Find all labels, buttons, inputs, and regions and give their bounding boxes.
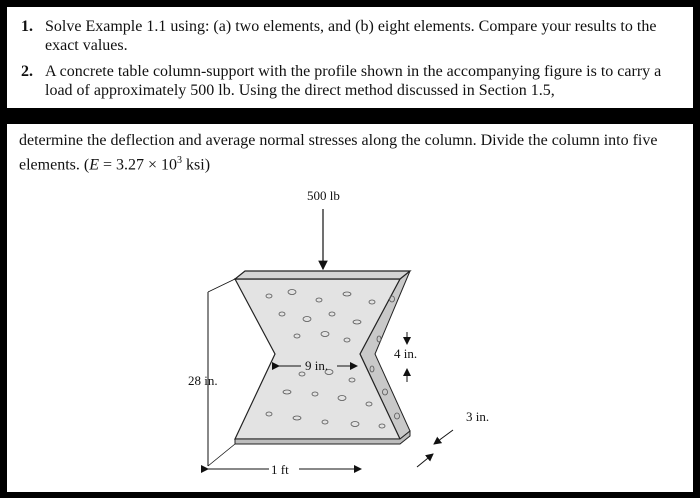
modulus-equals: = 3.27 × 10 bbox=[98, 156, 178, 174]
modulus-unit: ksi) bbox=[182, 156, 211, 174]
problem-1-text: Solve Example 1.1 using: (a) two elements, and (b) eight elements. Compare your results to the exact values. bbox=[45, 18, 657, 54]
problem-panel-bottom bbox=[7, 124, 693, 492]
neck-width-label: 9 in. bbox=[305, 358, 329, 373]
modulus-exponent: 3 bbox=[177, 155, 183, 166]
taper-label: 4 in. bbox=[394, 346, 418, 361]
continuation-text: determine the deflection and average normal stresses along the column. Divide the column into five elements. ( bbox=[19, 132, 658, 174]
problem-panel-top bbox=[7, 7, 693, 108]
column-figure bbox=[7, 124, 693, 492]
load-label: 500 lb bbox=[307, 188, 340, 203]
problem-1-number: 1. bbox=[21, 18, 33, 35]
problem-2 bbox=[21, 62, 681, 100]
depth-label: 3 in. bbox=[466, 409, 490, 424]
column-top-face bbox=[235, 271, 410, 279]
problem-1 bbox=[21, 17, 681, 55]
width-label: 1 ft bbox=[271, 462, 289, 477]
height-label: 28 in. bbox=[188, 373, 218, 388]
problem-2-text: A concrete table column-support with the profile shown in the accompanying figure is to carry a load of approximately 500 lb. Using the direct method discussed in Section 1.5, bbox=[45, 63, 662, 99]
problem-2-number: 2. bbox=[21, 63, 33, 80]
modulus-symbol: E bbox=[89, 156, 99, 174]
